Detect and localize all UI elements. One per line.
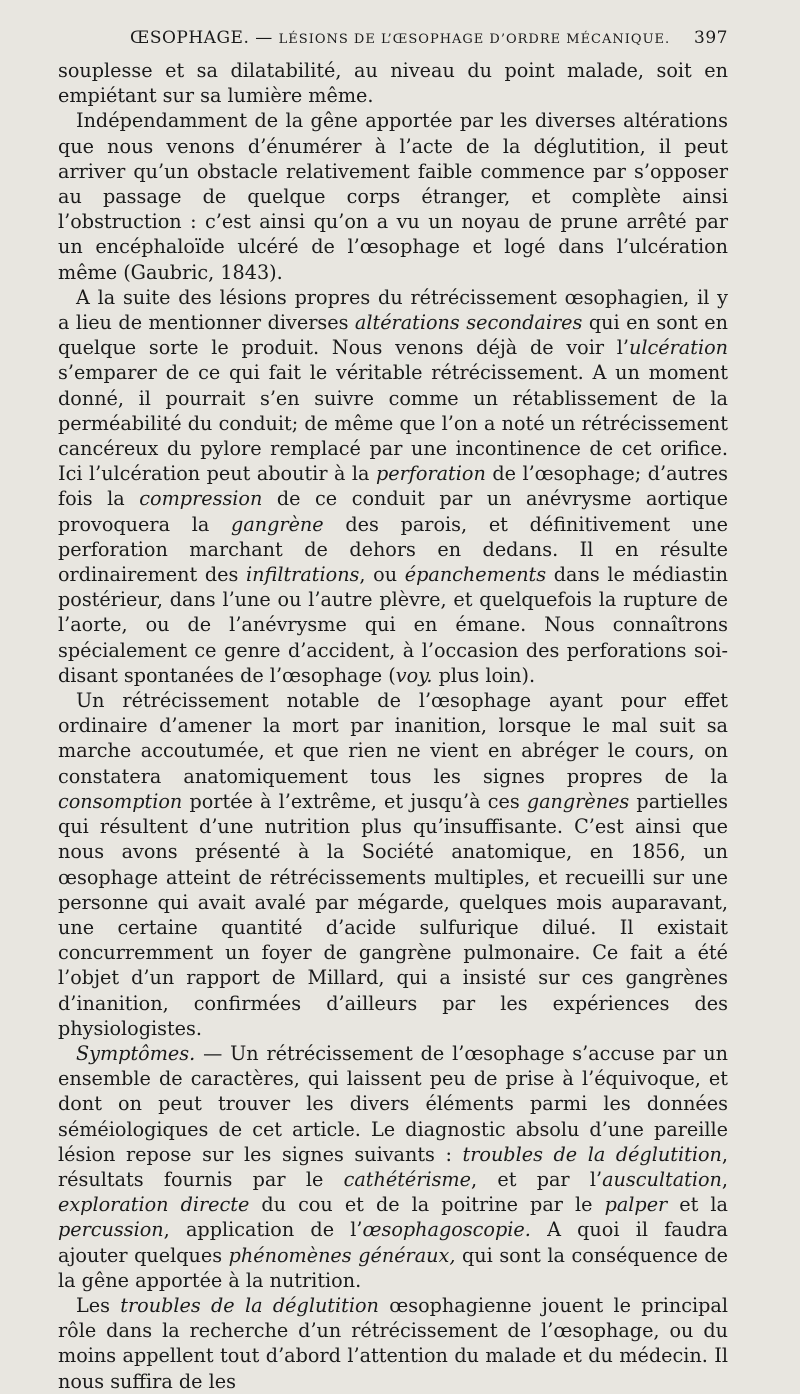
running-head [58, 28, 728, 52]
running-title [130, 28, 670, 48]
running-title-left: ŒSOPHAGE. [130, 28, 250, 48]
paragraph-4: Un rétrécissement notable de l’œsophage ayant pour effet ordinaire d’amener la mort par inanition, lorsque le mal suit sa marche accoutumée, et que rien ne vient en abréger le cours, on constatera anatomiquement tous les signes propres de la consomption portée à l’extrême, et jusqu’à ces gangrènes partielles qui résultent d’une nutrition plus qu’insuffisante. C’est ainsi que nous avons présenté à la Société anatomique, en 1856, un œsophage atteint de rétrécissements multiples, et recueilli sur une personne qui avait avalé par mégarde, quelques mois auparavant, une certaine quantité d’acide sulfurique dilué. Il existait concurremment un foyer de gangrène pulmonaire. Ce fait a été l’objet d’un rapport de Millard, qui a insisté sur ces gangrènes d’inanition, confirmées d’ailleurs par les expériences des physiologistes. [58, 689, 728, 1040]
running-title-right: LÉSIONS DE L’ŒSOPHAGE D’ORDRE MÉCANIQUE. [278, 32, 671, 47]
paragraph-6: Les troubles de la déglutition œsophagienne jouent le principal rôle dans la recherche d’un rétrécissement de l’œsophage, ou du moins appellent tout d’abord l’attention du malade et du médecin. Il nous suffira de les [58, 1293, 728, 1393]
running-title-dash: — [249, 28, 279, 48]
paragraph-1: souplesse et sa dilatabilité, au niveau du point malade, soit en empiétant sur sa lumière même. [58, 59, 728, 108]
page-number: 397 [694, 28, 728, 48]
body-text [58, 58, 728, 1394]
section-heading-symptomes: Symptômes. [76, 1041, 196, 1065]
paragraph-3: A la suite des lésions propres du rétrécissement œsophagien, il y a lieu de mentionner diverses altérations secondaires qui en sont en quelque sorte le produit. Nous venons déjà de voir l’ulcération s’emparer de ce qui fait le véritable rétrécissement. A un moment donné, il pourrait s’en suivre comme un rétablissement de la perméabilité du conduit; de même que l’on a noté un rétrécissement cancéreux du pylore remplacé par une incontinence de cet orifice. Ici l’ulcération peut aboutir à la perforation de l’œsophage; d’autres fois la compression de ce conduit par un anévrysme aortique provoquera la gangrène des parois, et définitivement une perforation marchant de dehors en dedans. Il en résulte ordinairement des infiltrations, ou épanchements dans le médiastin postérieur, dans l’une ou l’autre plèvre, et quelquefois la rupture de l’aorte, ou de l’anévrysme qui en émane. Nous connaîtrons spécialement ce genre d’accident, à l’occasion des perforations soi-disant spontanées de l’œsophage (voy. plus loin). [58, 285, 728, 687]
paragraph-2: Indépendamment de la gêne apportée par les diverses altérations que nous venons d’énumérer à l’acte de la déglutition, il peut arriver qu’un obstacle relativement faible commence par s’opposer au passage de quelque corps étranger, et complète ainsi l’obstruction : c’est ainsi qu’on a vu un noyau de prune arrêté par un encéphaloïde ulcéré de l’œsophage et logé dans l’ulcération même (Gaubric, 1843). [58, 109, 728, 284]
paragraph-5: Symptômes. — Un rétrécissement de l’œsophage s’accuse par un ensemble de caractères, qui laissent peu de prise à l’équivoque, et dont on peut trouver les divers éléments parmi les données séméiologiques de cet article. Le diagnostic absolu d’une pareille lésion repose sur les signes suivants : troubles de la déglutition, résultats fournis par le cathétérisme, et par l’auscultation, exploration directe du cou et de la poitrine par le palper et la percussion, application de l’œsophagoscopie. A quoi il faudra ajouter quelques phénomènes généraux, qui sont la conséquence de la gêne apportée à la nutrition. [58, 1041, 729, 1292]
